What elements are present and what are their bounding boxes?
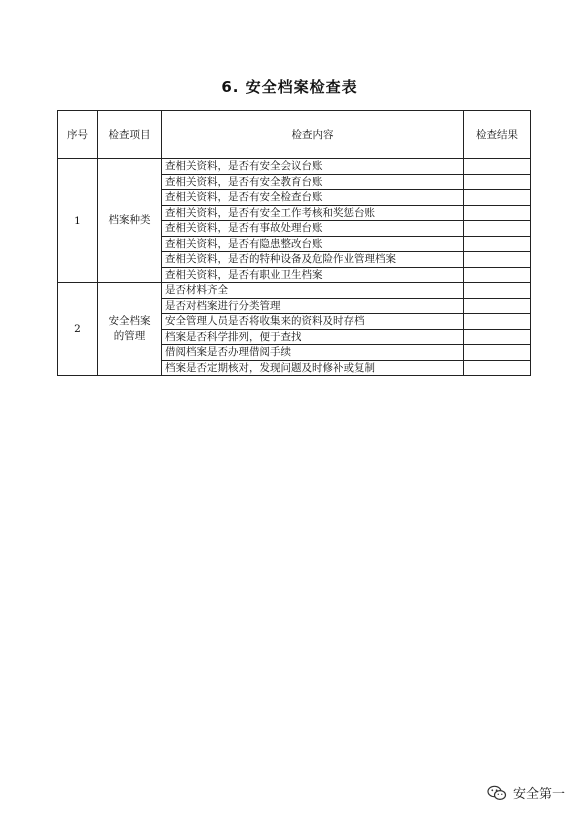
- content-cell: 查相关资料，是否有隐患整改台账: [162, 236, 464, 252]
- content-cell: 查相关资料，是否有安全工作考核和奖惩台账: [162, 205, 464, 221]
- item-label-line-1: 安全档案: [108, 315, 151, 327]
- safety-archive-check-table: [57, 110, 531, 376]
- header-seq: 序号: [58, 111, 98, 159]
- content-cell: 查相关资料，是否有安全会议台账: [162, 159, 464, 175]
- result-cell[interactable]: [464, 205, 531, 221]
- table-row: [58, 283, 531, 299]
- header-content: 检查内容: [162, 111, 464, 159]
- result-cell[interactable]: [464, 221, 531, 237]
- content-cell: 查相关资料，是否的特种设备及危险作业管理档案: [162, 252, 464, 268]
- content-cell: 查相关资料，是否有职业卫生档案: [162, 267, 464, 283]
- result-cell[interactable]: [464, 190, 531, 206]
- result-cell[interactable]: [464, 314, 531, 330]
- result-cell[interactable]: [464, 252, 531, 268]
- result-cell[interactable]: [464, 298, 531, 314]
- content-cell: 档案是否定期核对，发现问题及时修补或复制: [162, 360, 464, 376]
- seq-cell: 1: [58, 159, 98, 283]
- content-cell: 档案是否科学排列，便于查找: [162, 329, 464, 345]
- seq-cell: 2: [58, 283, 98, 376]
- item-label: 档案种类: [108, 214, 151, 226]
- result-cell[interactable]: [464, 283, 531, 299]
- content-cell: 查相关资料，是否有安全检查台账: [162, 190, 464, 206]
- result-cell[interactable]: [464, 159, 531, 175]
- result-cell[interactable]: [464, 236, 531, 252]
- result-cell[interactable]: [464, 174, 531, 190]
- result-cell[interactable]: [464, 360, 531, 376]
- content-cell: 查相关资料，是否有安全教育台账: [162, 174, 464, 190]
- content-cell: 借阅档案是否办理借阅手续: [162, 345, 464, 361]
- watermark-text: 安全第一: [512, 787, 565, 802]
- table-header-row: [58, 111, 531, 159]
- result-cell[interactable]: [464, 329, 531, 345]
- page-title: 6. 安全档案检查表: [221, 78, 358, 96]
- table-row: [58, 159, 531, 175]
- header-item: 检查项目: [98, 111, 162, 159]
- content-cell: 是否对档案进行分类管理: [162, 298, 464, 314]
- wechat-icon: [487, 785, 507, 801]
- content-cell: 是否材料齐全: [162, 283, 464, 299]
- watermark: [487, 783, 565, 802]
- content-cell: 查相关资料，是否有事故处理台账: [162, 221, 464, 237]
- content-cell: 安全管理人员是否将收集来的资料及时存档: [162, 314, 464, 330]
- result-cell[interactable]: [464, 267, 531, 283]
- item-label-line-2: 的管理: [113, 330, 146, 342]
- header-result: 检查结果: [464, 111, 531, 159]
- result-cell[interactable]: [464, 345, 531, 361]
- item-cell: [98, 159, 162, 283]
- item-cell: [98, 283, 162, 376]
